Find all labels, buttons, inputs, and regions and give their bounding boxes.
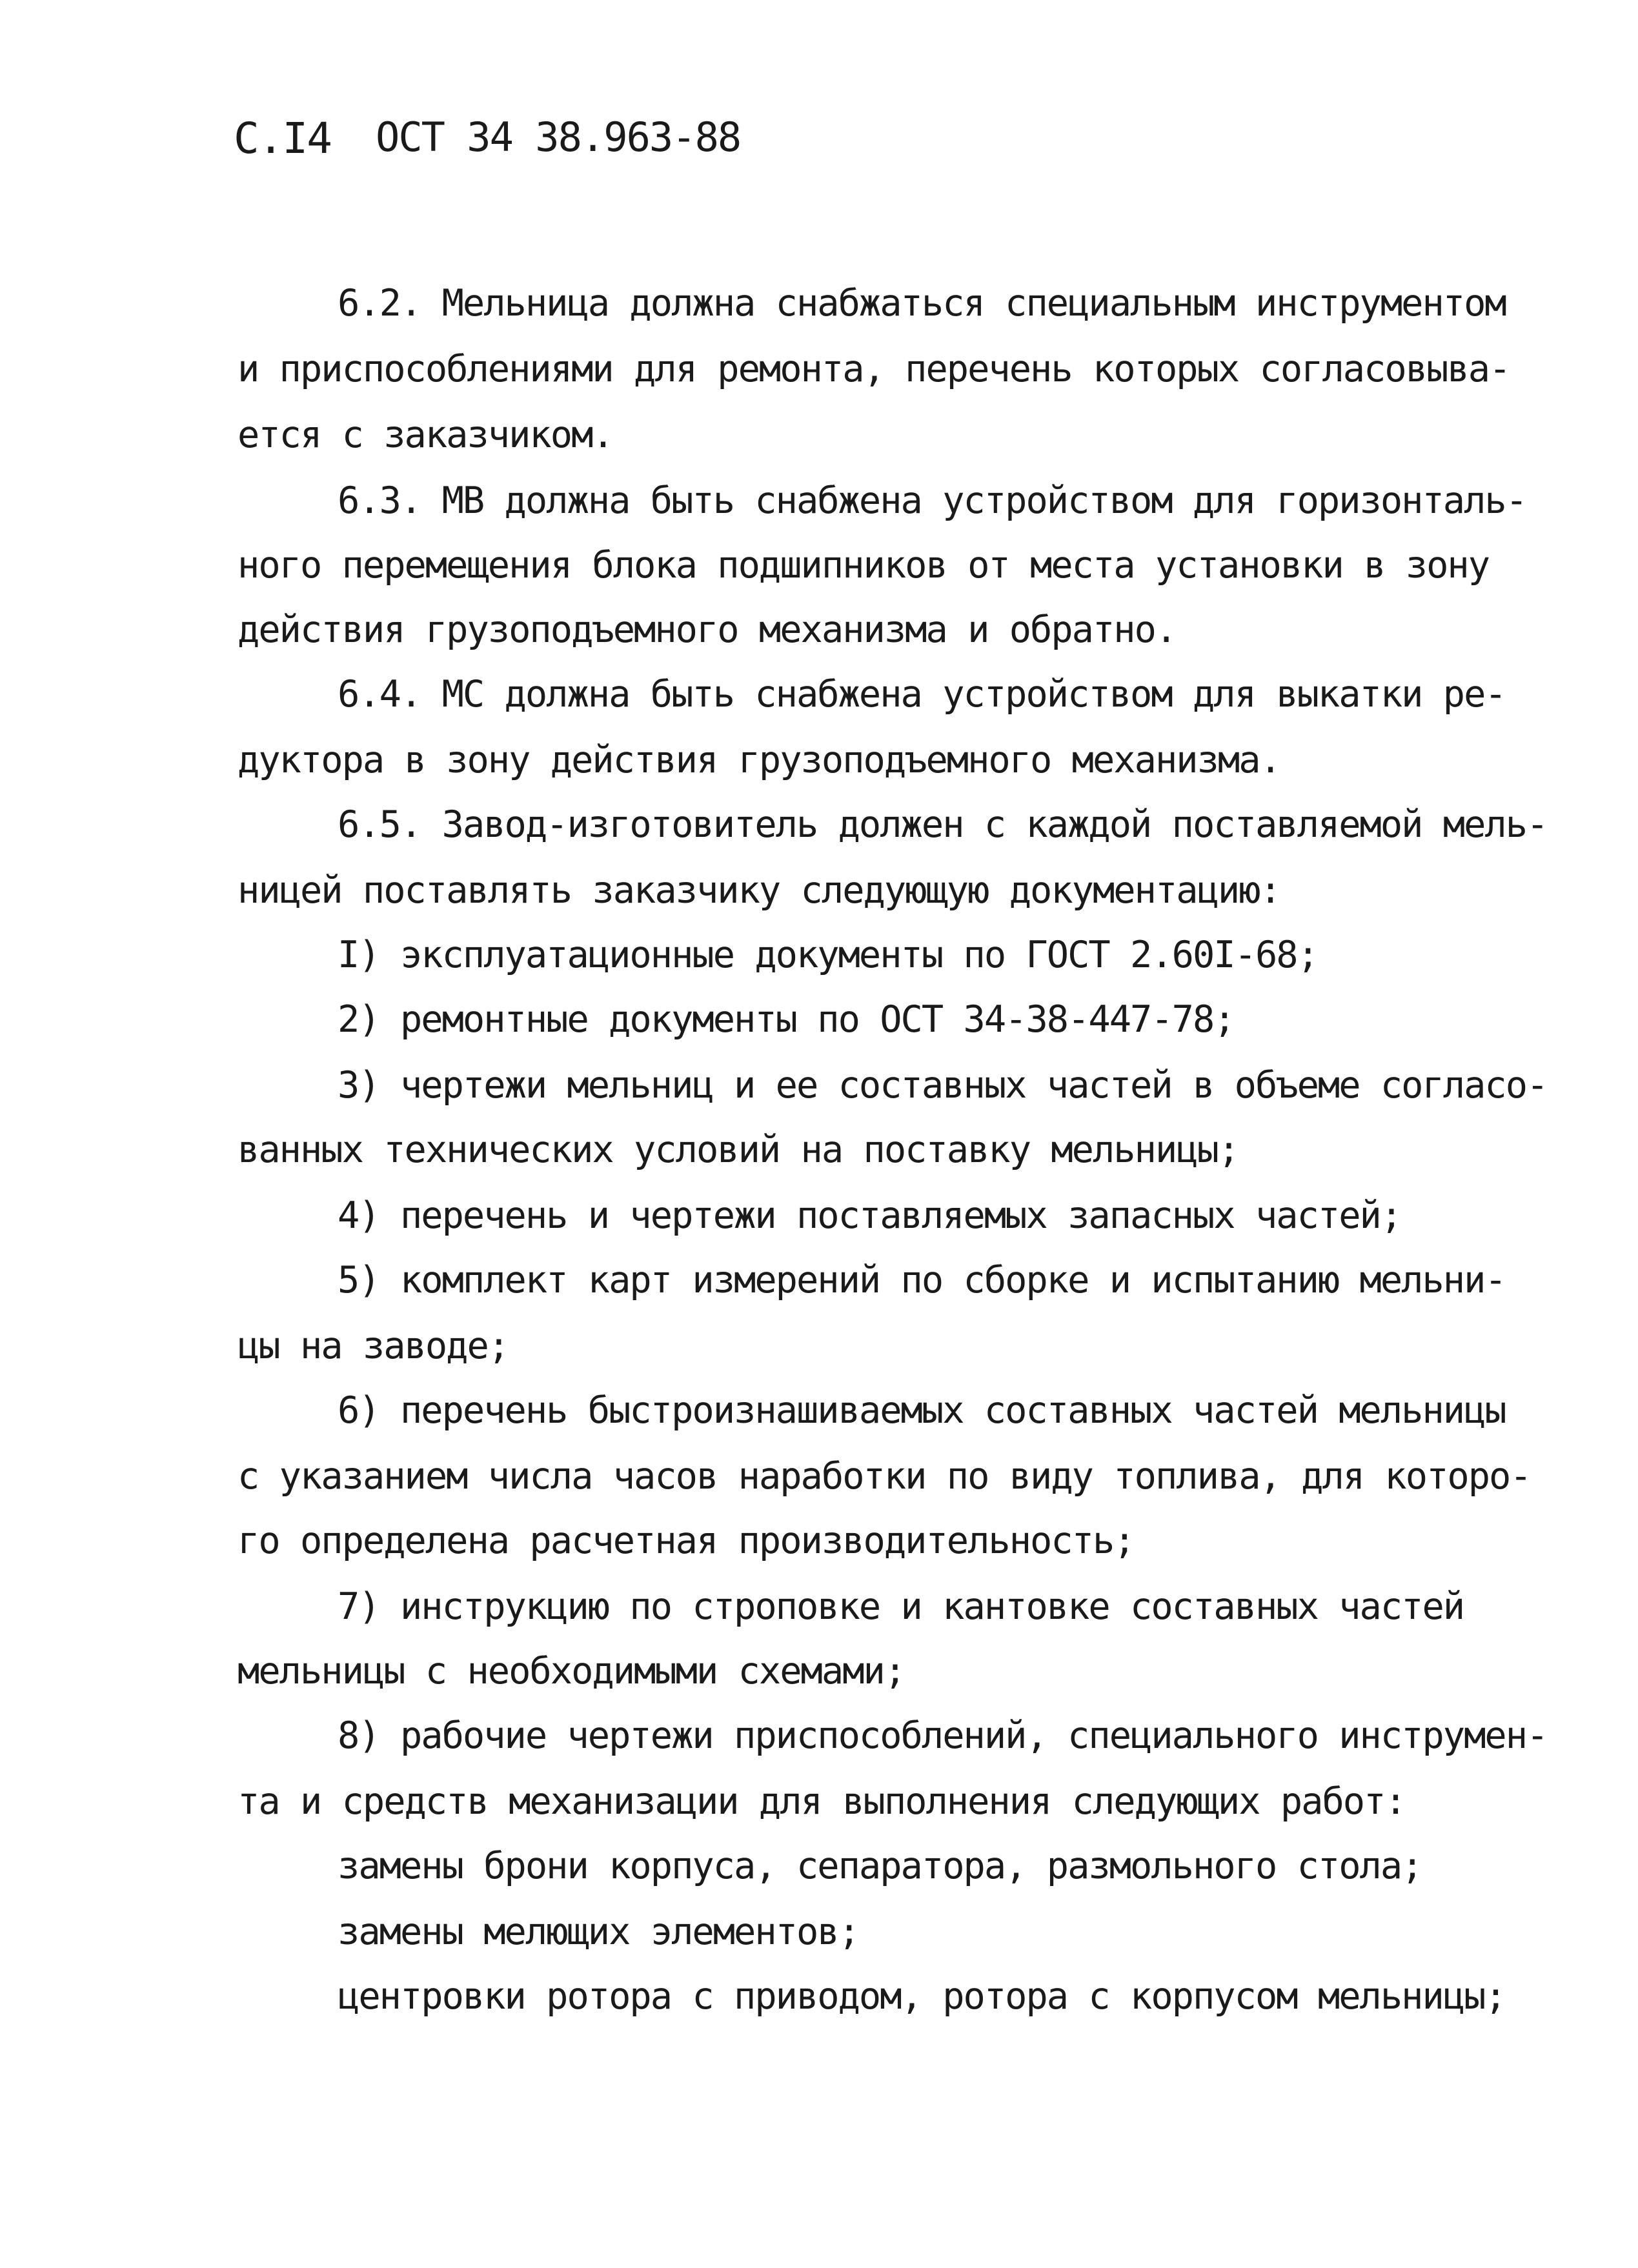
body-line: 6.3. МВ должна быть снабжена устройством для горизонталь- <box>338 479 1527 522</box>
body-line: 4) перечень и чертежи поставляемых запасных частей; <box>338 1194 1402 1237</box>
body-line: мельницы с необходимыми схемами; <box>238 1650 905 1692</box>
body-line: 5) комплект карт измерений по сборке и испытанию мельни- <box>338 1259 1506 1301</box>
body-line: 6.4. МС должна быть снабжена устройством для выкатки ре- <box>338 673 1506 716</box>
body-line: действия грузоподъемного механизма и обратно. <box>238 608 1177 651</box>
body-line: замены мелющих элементов; <box>338 1911 859 1953</box>
document-code: ОСТ 34 38.963-88 <box>376 114 741 161</box>
body-line: 6.5. Завод-изготовитель должен с каждой поставляемой мель- <box>338 803 1548 846</box>
body-line: та и средств механизации для выполнения следующих работ: <box>238 1780 1406 1823</box>
body-line: 2) ремонтные документы по ОСТ 34-38-447-78; <box>338 998 1235 1041</box>
body-line: го определена расчетная производительность; <box>238 1520 1135 1562</box>
body-line: 7) инструкцию по строповке и кантовке составных частей <box>338 1585 1464 1628</box>
body-line: 6.2. Мельница должна снабжаться специальным инструментом <box>338 282 1506 325</box>
body-line: 3) чертежи мельниц и ее составных частей в объеме согласо- <box>338 1064 1548 1107</box>
body-line: ного перемещения блока подшипников от места установки в зону <box>238 544 1490 587</box>
body-line: ванных технических условий на поставку мельницы; <box>238 1129 1239 1171</box>
body-line: 8) рабочие чертежи приспособлений, специального инструмен- <box>338 1714 1548 1757</box>
body-line: дуктора в зону действия грузоподъемного механизма. <box>238 739 1280 781</box>
body-line: с указанием числа часов наработки по виду топлива, для которо- <box>238 1455 1531 1498</box>
body-line: цы на заводе; <box>238 1325 509 1367</box>
page-number: С.I4 <box>234 114 331 163</box>
body-line: замены брони корпуса, сепаратора, размольного стола; <box>338 1845 1422 1887</box>
body-line: ется с заказчиком. <box>238 414 613 456</box>
body-line: и приспособлениями для ремонта, перечень которых согласовыва- <box>238 348 1510 390</box>
body-line: ницей поставлять заказчику следующую документацию: <box>238 869 1280 912</box>
body-line: центровки ротора с приводом, ротора с корпусом мельницы; <box>338 1975 1506 2018</box>
body-line: I) эксплуатационные документы по ГОСТ 2.60I-68; <box>338 934 1318 976</box>
body-line: 6) перечень быстроизнашиваемых составных частей мельницы <box>338 1389 1506 1432</box>
